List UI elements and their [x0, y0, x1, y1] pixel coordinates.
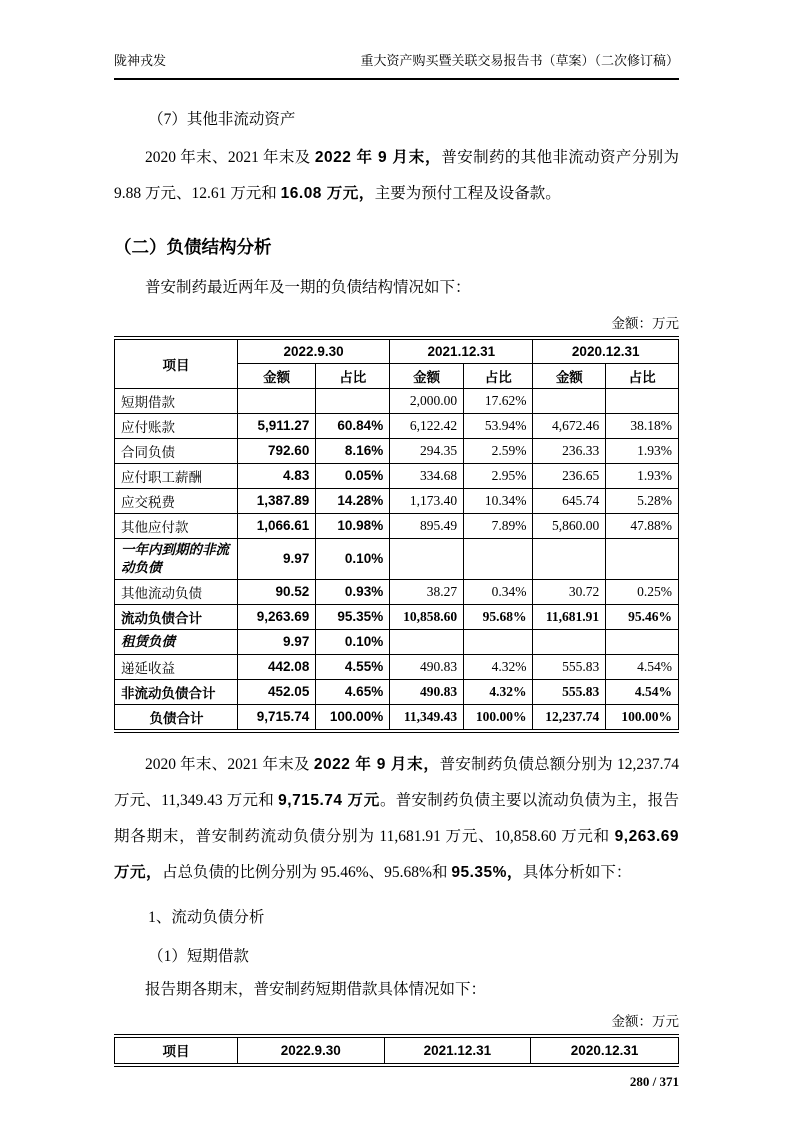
row-label: 短期借款 — [115, 388, 238, 413]
table-cell: 53.94% — [464, 413, 533, 438]
table-cell — [533, 538, 606, 579]
table-cell — [390, 538, 464, 579]
table-cell: 792.60 — [237, 438, 315, 463]
table-cell: 645.74 — [533, 488, 606, 513]
table-cell: 9,263.69 — [237, 604, 315, 629]
table-cell: 1,066.61 — [237, 513, 315, 538]
row-label: 应付账款 — [115, 413, 238, 438]
paragraph-intro: 普安制药最近两年及一期的负债结构情况如下： — [145, 279, 471, 296]
table-header-row-dates — [115, 338, 679, 363]
bold-text-segment: 16.08 万元， — [280, 185, 375, 202]
table-cell: 442.08 — [237, 654, 315, 679]
row-label: 其他应付款 — [115, 513, 238, 538]
table-cell — [390, 629, 464, 654]
row-label: 应付职工薪酬 — [115, 463, 238, 488]
table-cell — [533, 629, 606, 654]
table-cell: 38.18% — [606, 413, 679, 438]
table-cell: 90.52 — [237, 579, 315, 604]
bold-text-segment: 2022 年 9 月末， — [314, 149, 442, 166]
subheader-amount: 金额 — [237, 363, 315, 388]
table-cell: 0.10% — [316, 538, 390, 579]
subheader-ratio: 占比 — [316, 363, 390, 388]
unit-label-2: 金额：万元 — [611, 1013, 679, 1029]
row-label: 负债合计 — [115, 704, 238, 731]
table-cell: 1.93% — [606, 463, 679, 488]
text-segment: 占总负债的比例分别为 95.46%、95.68%和 — [162, 863, 452, 881]
text-segment: 。普安制药负债主要以流动负债为主，报告期各期末，普安制药流动负债分别为 11,681.91 万元、10,858.60 万元和 — [114, 791, 679, 845]
column-header-date-2020: 2020.12.31 — [531, 1036, 679, 1065]
table-cell: 1,387.89 — [237, 488, 315, 513]
table-cell: 95.68% — [464, 604, 533, 629]
table-cell: 5,911.27 — [237, 413, 315, 438]
table-cell: 95.35% — [316, 604, 390, 629]
table-cell: 9,715.74 — [237, 704, 315, 731]
table-cell — [464, 629, 533, 654]
table-row — [115, 538, 679, 579]
table-cell: 236.65 — [533, 463, 606, 488]
table-cell: 4.83 — [237, 463, 315, 488]
table-cell: 2.95% — [464, 463, 533, 488]
heading-other-noncurrent-assets: （7）其他非流动资产 — [148, 111, 296, 128]
table-cell: 4.54% — [606, 654, 679, 679]
bold-text-segment: 9,263.69 万元， — [114, 827, 679, 881]
table-cell — [316, 388, 390, 413]
page-header — [114, 50, 679, 80]
table-row — [115, 679, 679, 704]
table-cell: 2.59% — [464, 438, 533, 463]
table-cell: 490.83 — [390, 654, 464, 679]
bold-text-segment: 95.35%， — [451, 863, 523, 881]
column-header-date-2021: 2021.12.31 — [390, 338, 533, 363]
table-row — [115, 413, 679, 438]
table-header-row — [115, 1036, 679, 1065]
column-header-date-2021: 2021.12.31 — [384, 1036, 531, 1065]
text-segment: 普安制药的其他非流动资产分别为 9.88 万元、12.61 万元和 — [114, 149, 679, 202]
liability-structure-table — [114, 336, 679, 733]
table-cell: 555.83 — [533, 654, 606, 679]
table-row — [115, 704, 679, 731]
subheader-ratio: 占比 — [464, 363, 533, 388]
table-row — [115, 654, 679, 679]
table-cell: 452.05 — [237, 679, 315, 704]
row-label: 合同负债 — [115, 438, 238, 463]
column-header-item: 项目 — [115, 1036, 238, 1065]
table-cell: 9.97 — [237, 538, 315, 579]
table-cell: 6,122.42 — [390, 413, 464, 438]
table-cell — [606, 388, 679, 413]
table-cell: 555.83 — [533, 679, 606, 704]
table-cell: 4.54% — [606, 679, 679, 704]
table-cell — [533, 388, 606, 413]
row-label: 租赁负债 — [115, 629, 238, 654]
table-cell: 5,860.00 — [533, 513, 606, 538]
short-term-borrowings-table — [114, 1034, 679, 1067]
table-cell — [237, 388, 315, 413]
table-cell: 10.34% — [464, 488, 533, 513]
row-label: 应交税费 — [115, 488, 238, 513]
unit-label: 金额：万元 — [611, 316, 679, 331]
table-cell: 100.00% — [316, 704, 390, 731]
paragraph-other-noncurrent-assets — [114, 140, 679, 212]
table-cell: 4.55% — [316, 654, 390, 679]
column-header-date-2022: 2022.9.30 — [237, 338, 389, 363]
table-cell: 30.72 — [533, 579, 606, 604]
table-row — [115, 604, 679, 629]
text-segment: 普安制药负债总额分别为 12,237.74 万元、11,349.43 万元和 — [114, 755, 679, 809]
table-cell: 4.32% — [464, 654, 533, 679]
table-cell: 4.65% — [316, 679, 390, 704]
table-cell — [606, 538, 679, 579]
text-segment: 2020 年末、2021 年末及 — [145, 149, 315, 166]
table-cell: 0.34% — [464, 579, 533, 604]
row-label: 其他流动负债 — [115, 579, 238, 604]
table-row — [115, 488, 679, 513]
row-label: 非流动负债合计 — [115, 679, 238, 704]
table-cell: 38.27 — [390, 579, 464, 604]
table-cell: 47.88% — [606, 513, 679, 538]
text-segment: 具体分析如下： — [522, 863, 632, 881]
table-cell — [606, 629, 679, 654]
section-heading-liability-structure: （二）负债结构分析 — [114, 237, 272, 257]
row-label: 一年内到期的非流动负债 — [115, 538, 238, 579]
table-cell: 0.05% — [316, 463, 390, 488]
table-cell: 0.10% — [316, 629, 390, 654]
header-report-title: 重大资产购买暨关联交易报告书（草案）（二次修订稿） — [360, 53, 679, 68]
table-cell: 10,858.60 — [390, 604, 464, 629]
heading-current-liability-analysis: 1、流动负债分析 — [148, 908, 265, 926]
table-cell: 2,000.00 — [390, 388, 464, 413]
bold-text-segment: 9,715.74 万元 — [278, 791, 381, 809]
table-cell: 14.28% — [316, 488, 390, 513]
header-company-name: 陇神戎发 — [114, 53, 167, 68]
table-row — [115, 463, 679, 488]
bold-text-segment: 2022 年 9 月末， — [313, 755, 440, 773]
subheader-amount: 金额 — [390, 363, 464, 388]
column-header-date-2020: 2020.12.31 — [533, 338, 679, 363]
table-cell: 9.97 — [237, 629, 315, 654]
table-cell: 8.16% — [316, 438, 390, 463]
table-cell: 4.32% — [464, 679, 533, 704]
table-cell: 490.83 — [390, 679, 464, 704]
column-header-date-2022: 2022.9.30 — [237, 1036, 384, 1065]
table-cell: 11,681.91 — [533, 604, 606, 629]
row-label: 递延收益 — [115, 654, 238, 679]
table-row — [115, 438, 679, 463]
table-cell — [464, 538, 533, 579]
table-cell: 95.46% — [606, 604, 679, 629]
table-cell: 10.98% — [316, 513, 390, 538]
paragraph-short-term-borrowings: 报告期各期末，普安制药短期借款具体情况如下： — [145, 980, 487, 998]
table-cell: 100.00% — [464, 704, 533, 731]
table-cell: 0.93% — [316, 579, 390, 604]
column-header-item: 项目 — [115, 338, 238, 388]
table-row — [115, 388, 679, 413]
table-cell: 4,672.46 — [533, 413, 606, 438]
table-cell: 294.35 — [390, 438, 464, 463]
table-cell: 1.93% — [606, 438, 679, 463]
heading-short-term-borrowings: （1）短期借款 — [148, 947, 249, 965]
text-segment: 主要为预付工程及设备款。 — [374, 185, 561, 202]
text-segment: 2020 年末、2021 年末及 — [145, 755, 314, 773]
table-cell: 7.89% — [464, 513, 533, 538]
table-cell: 236.33 — [533, 438, 606, 463]
table-cell: 0.25% — [606, 579, 679, 604]
subheader-amount: 金额 — [533, 363, 606, 388]
table-cell: 100.00% — [606, 704, 679, 731]
table-cell: 12,237.74 — [533, 704, 606, 731]
table-cell: 11,349.43 — [390, 704, 464, 731]
table-cell: 895.49 — [390, 513, 464, 538]
subheader-ratio: 占比 — [606, 363, 679, 388]
table-cell: 17.62% — [464, 388, 533, 413]
table-cell: 1,173.40 — [390, 488, 464, 513]
table-row — [115, 579, 679, 604]
table-cell: 5.28% — [606, 488, 679, 513]
table-cell: 60.84% — [316, 413, 390, 438]
table-cell: 334.68 — [390, 463, 464, 488]
table-row — [115, 513, 679, 538]
table-row — [115, 629, 679, 654]
page-number: 280 / 371 — [629, 1073, 679, 1089]
row-label: 流动负债合计 — [115, 604, 238, 629]
paragraph-liability-analysis — [114, 747, 679, 891]
